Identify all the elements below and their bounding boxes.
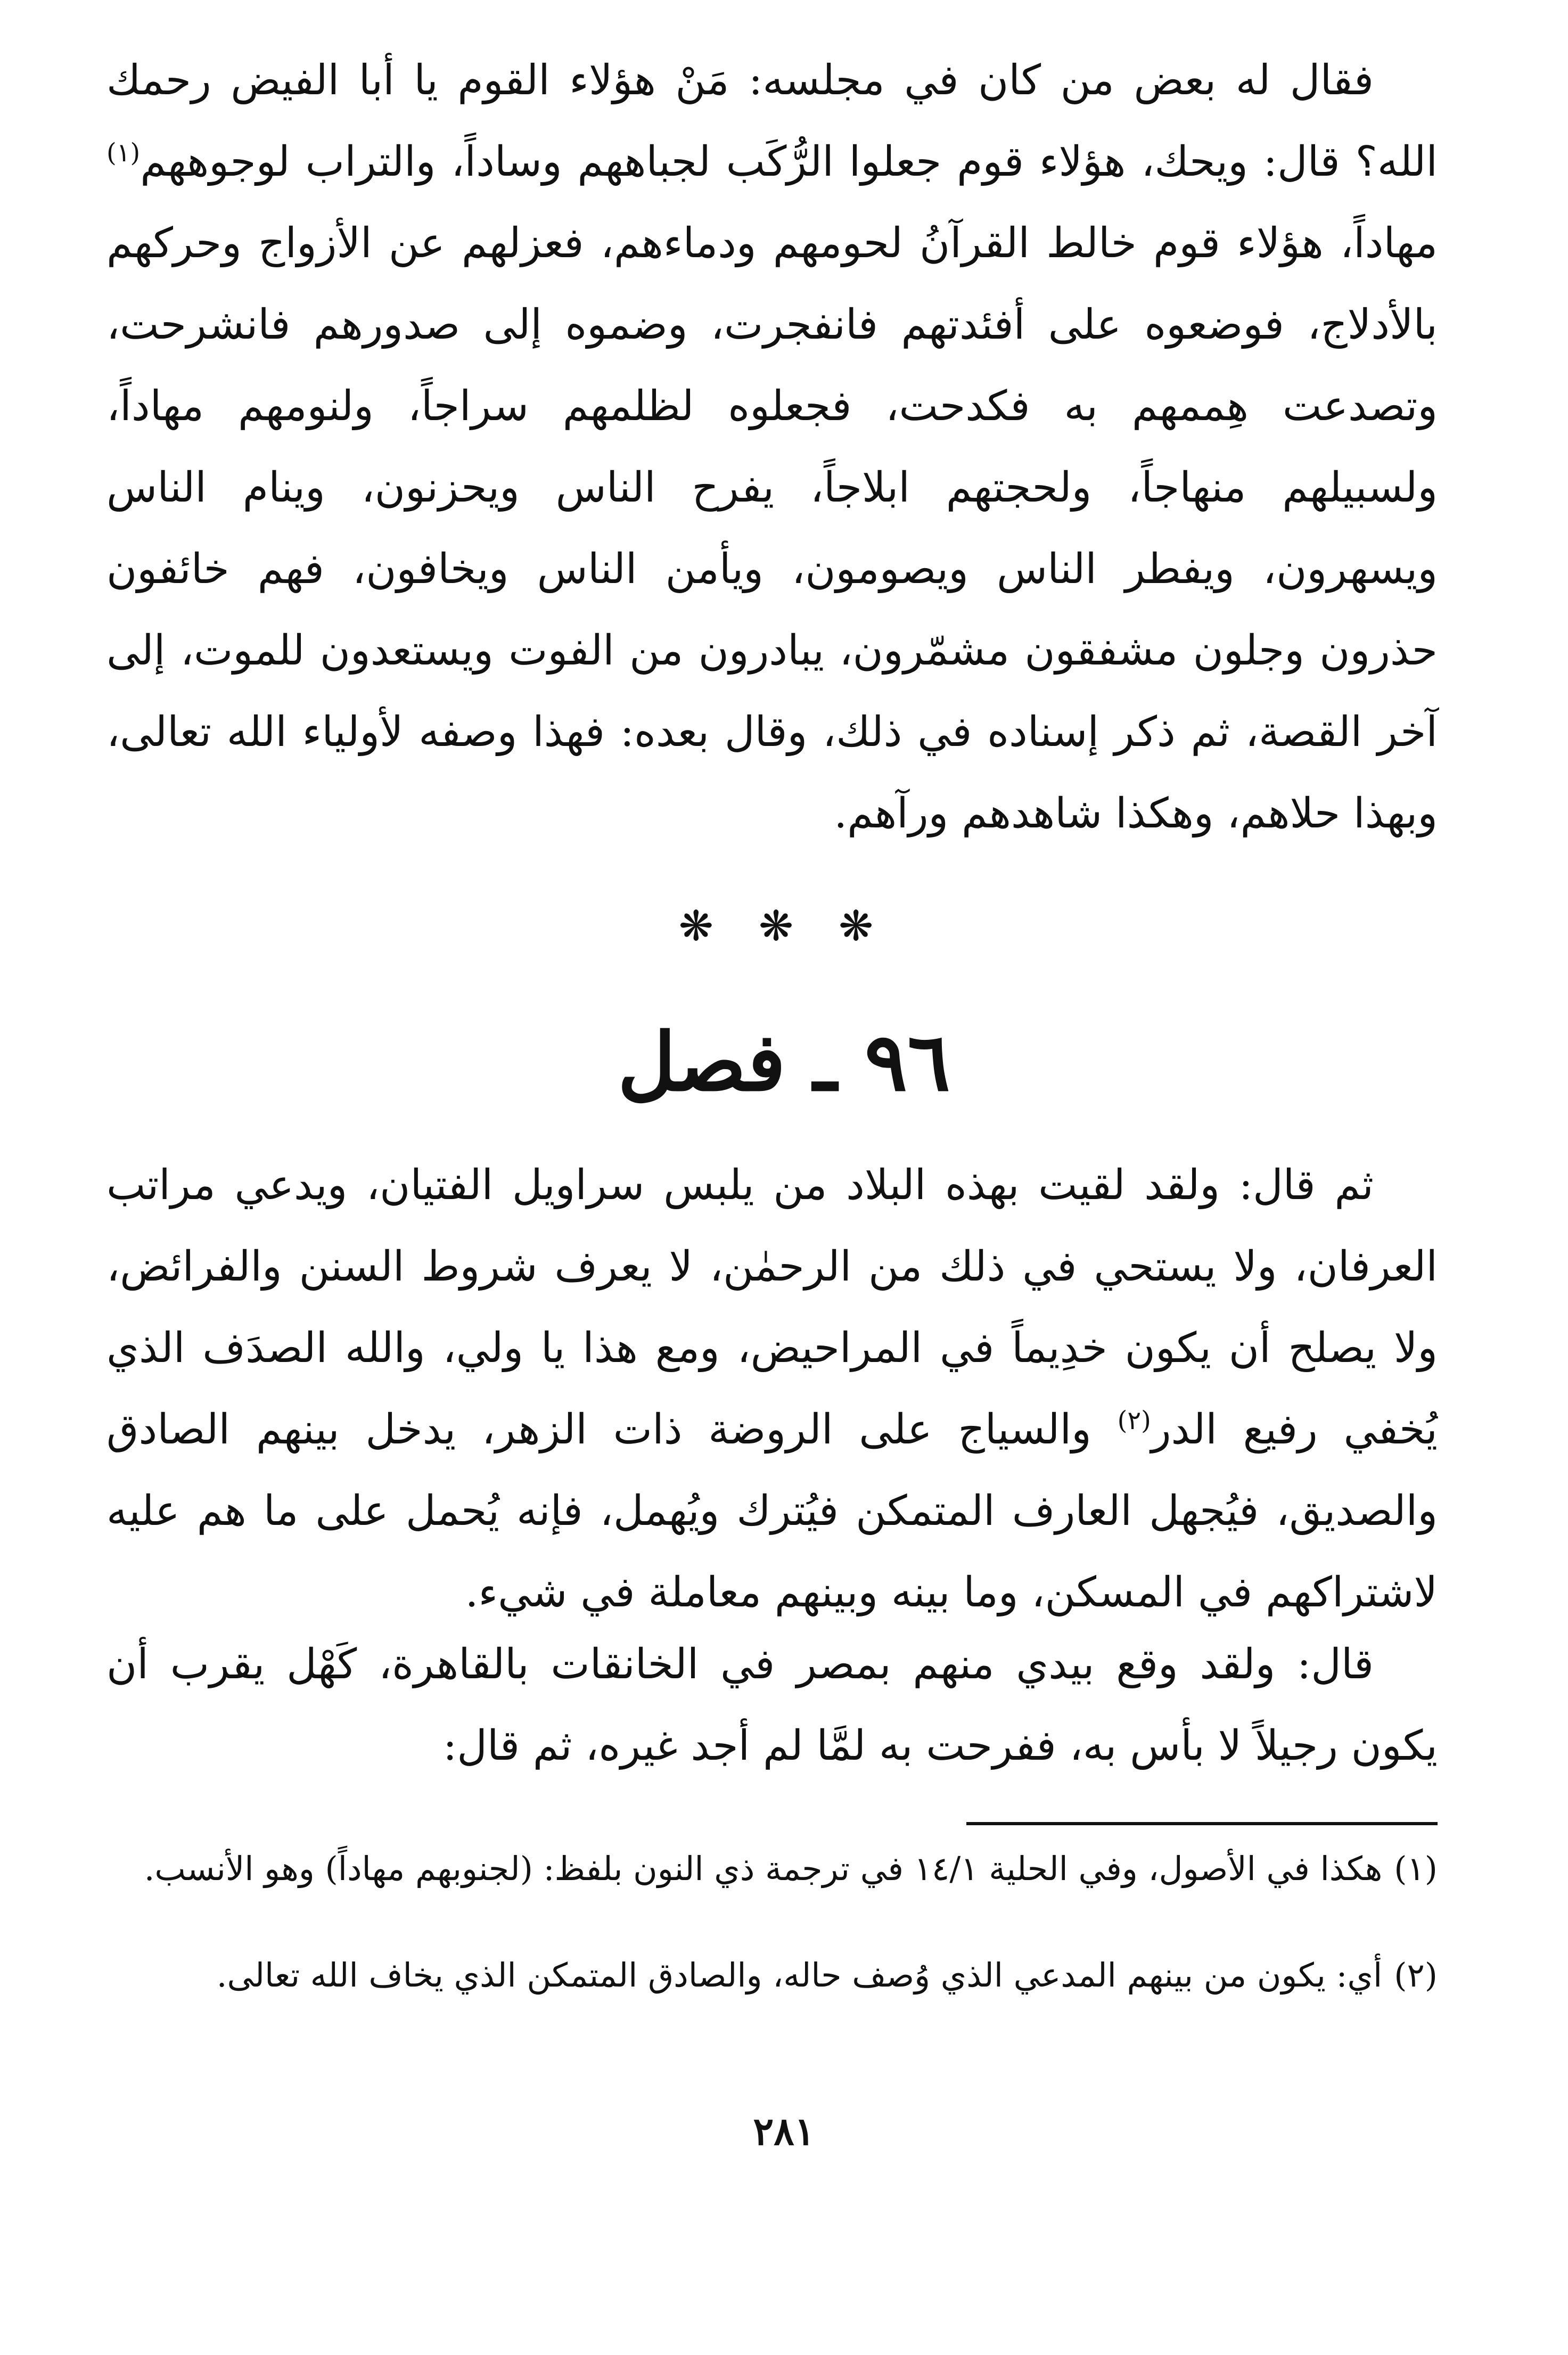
footnote-1 [106, 1842, 1438, 1896]
paragraph-cairo-khanqah: قال: ولقد وقع بيدي منهم بمصر في الخانقات بالقاهرة، كَهْل يقرب أن يكون رجيلاً لا بأس به، ففرحت به لمَّا لم أجد غيره، ثم قال: [106, 1640, 1438, 1770]
footnote-2 [106, 1949, 1438, 2002]
footnote-divider [966, 1822, 1438, 1825]
paragraph-dhu-nun-description: فقال له بعض من كان في مجلسه: مَنْ هؤلاء القوم يا أبا الفيض رحمك الله؟ قال: ويحك، هؤلاء قوم جعلوا الرُّكَب لجباههم وساداً، والتراب لوجوههم$^{(١)}$ مهاداً، هؤلاء قوم خالط القرآنُ لحومهم ودماءهم، فعزلهم عن الأزواج وحركهم بالأدلاج، فوضعوه على أفئدتهم فانفجرت، وضموه إلى صدورهم فانشرحت، وتصدعت هِممهم به فكدحت، فجعلوه لظلمهم سراجاً، ولنومهم مهاداً، ولسبيلهم منهاجاً، ولحجتهم ابلاجاً، يفرح الناس ويحزنون، وينام الناس ويسهرون، ويفطر الناس ويصومون، ويأمن الناس ويخافون، فهم خائفون حذرون وجلون مشفقون مشمّرون، يبادرون من الفوت ويستعدون للموت، إلى آخر القصة، ثم ذكر إسناده في ذلك، وقال بعده: فهذا وصفه لأولياء الله تعالى، وبهذا حلاهم، وهكذا شاهدهم ورآهم. [106, 56, 1438, 838]
footnote-number: (٢) [1394, 1956, 1438, 1995]
paragraph-false-sufis: ثم قال: ولقد لقيت بهذه البلاد من يلبس سراويل الفتيان، ويدعي مراتب العرفان، ولا يستحي في ذلك من الرحمٰن، لا يعرف شروط السنن والفرائض، ولا يصلح أن يكون خدِيماً في المراحيض، ومع هذا يا ولي، والله الصدَف الذي يُخفي رفيع الدر$^{(٢)}$ والسياج على الروضة ذات الزهر، يدخل بينهم الصادق والصديق، فيُجهل العارف المتمكن فيُترك ويُهمل، فإنه يُحمل على ما هم عليه لاشتراكهم في المسكن، وما بينه وبينهم معاملة في شيء. [106, 1161, 1438, 1617]
footnote-ref-2: (٢) [1117, 1406, 1151, 1435]
footnote-ref-1: (١) [106, 138, 141, 168]
footnote-number: (١) [1394, 1849, 1438, 1888]
footnote-text: أي: يكون من بينهم المدعي الذي وُصف حاله، والصادق المتمكن الذي يخاف الله تعالى. [216, 1956, 1383, 1995]
footnote-text: هكذا في الأصول، وفي الحلية ١٤/١ في ترجمة ذي النون بلفظ: (لجنوبهم مهاداً) وهو الأنسب. [144, 1849, 1383, 1888]
section-heading: ٩٦ ـ فصل [618, 1015, 950, 1109]
section-separator: ❋ ❋ ❋ [678, 902, 890, 950]
page-number: ٢٨١ [753, 2108, 815, 2154]
